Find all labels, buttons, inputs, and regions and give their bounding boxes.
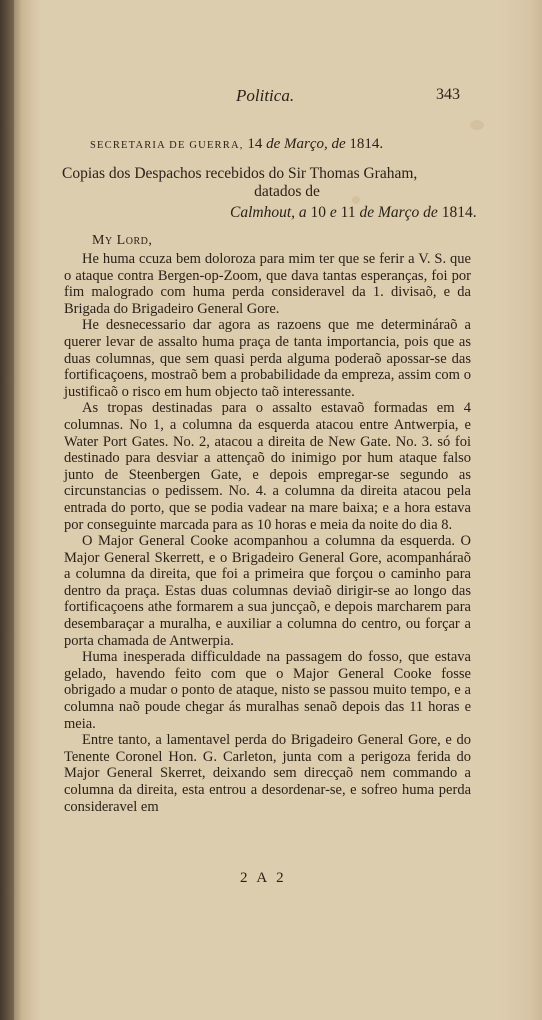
signature-mark: 2 A 2 [240,870,287,886]
office-name: SECRETARIA DE GUERRA, [90,140,244,151]
place-a: a [298,204,307,221]
date-month: de Março, de [266,136,346,152]
paragraph: As tropas destinadas para o assalto estavaõ formadas em 4 columnas. No 1, a columna da esquerda atacou entre Antwerpia, e Water Port Gates. No. 2, atacou a direita de New Gate. No. 3. só foi destinado para desviar a attençaõ do inimigo por hum ataque falso junto de Steenbergen Gate, e depois empregar-se segundo as circunstancias o pedissem. No. 4. a columna da direita atacou pela entrada do porto, que se podia vadear na mare baixa; e a hora estava por conseguinte marcada para as 10 horas e meia da noite do dia 8. [64,400,471,533]
place-day2: 11 [340,204,356,221]
place-day1: 10 [310,204,327,221]
despatch-heading-line2: datados de [254,183,320,200]
paragraph: He desnecessario dar agora as razoens que me determináraõ a querer levar de assalto huma praça de tanta importancia, pois que as duas columnas, que sem quasi perda alguma poderaõ apossar-se das fortificaçoens, mostraõ bem a probabilidade da empreza, assim com o justificaõ o risco em hum objecto taõ interessante. [64,317,471,400]
spine-shadow [0,0,14,1020]
despatch-heading [62,165,472,201]
dateline [90,136,470,153]
paragraph: He huma ccuza bem doloroza para mim ter que se ferir a V. S. que o ataque contra Bergen-op-Zoom, que dava tantas esperanças, foi por fim malogrado com huma perda consideravel da 1. divisaõ, e da Brigada do Brigadeiro General Gore. [64,251,471,317]
paragraph: O Major General Cooke acompanhou a columna da esquerda. O Major General Skerrett, e o Brigadeiro General Gore, acompanháraõ a columna da direita, que foi a primeira que forçou o caminho para dentro da praça. Estas duas columnas deviaõ dirigir-se ao longo das fortificaçoens athe formarem a sua juncçaõ, e depois marcharem para desembaraçar a muralha, e auxiliar a columna do centro, ou forçar a porta chamada de Antwerpia. [64,533,471,649]
letter-body [64,251,471,815]
salutation-my: My [92,233,113,248]
date-day: 14 [247,136,263,152]
place-month: de Março de [359,204,438,221]
place-date [230,204,480,222]
despatch-heading-line1: Copias dos Despachos recebidos do Sir Thomas Graham, [62,165,418,182]
paragraph: Huma inesperada difficuldade na passagem do fosso, que estava gelado, havendo feito com que o Major General Cooke fosse obrigado a mudar o ponto de ataque, nisto se passou muito tempo, e a columna naõ poude chegar ás muralhas senaõ depois das 11 horas e meia. [64,649,471,732]
running-title: Politica. [236,86,295,105]
paragraph: Entre tanto, a lamentavel perda do Brigadeiro General Gore, e do Tenente Coronel Hon. G. Carleton, junta com a perigoza ferida do Major General Skerret, deixando sem direcçaõ nem commando a columna da direita, esta entrou a desordenar-se, e sofreo huma perda consideravel em [64,732,471,815]
place-e: e [329,204,337,221]
page-number: 343 [436,86,460,103]
place-name: Calmhout, [230,204,296,221]
foxing-spot [470,120,484,130]
running-head [86,86,466,110]
date-year: 1814. [349,136,384,152]
place-year: 1814. [441,204,477,221]
salutation-lord: Lord, [116,233,153,248]
salutation [92,233,152,249]
